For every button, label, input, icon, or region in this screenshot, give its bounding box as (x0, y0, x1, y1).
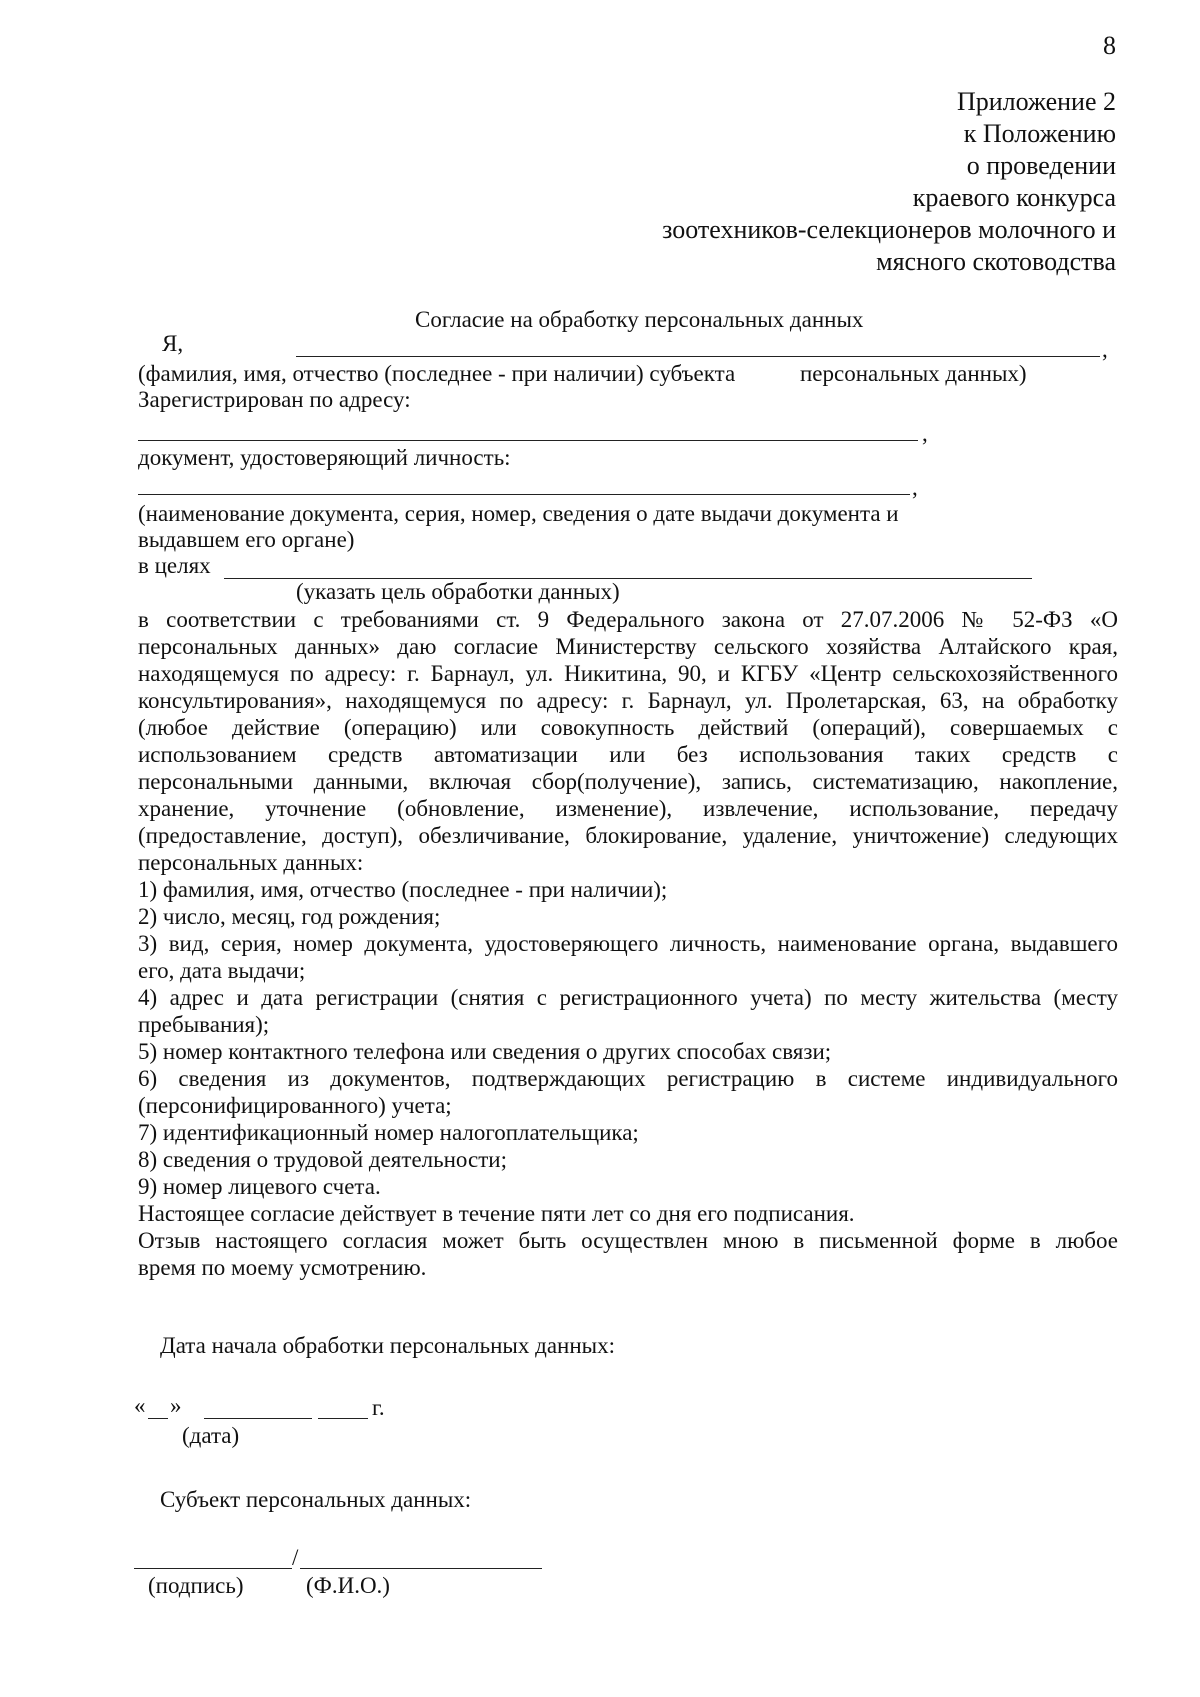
fio-hint-right: персональных данных) (800, 361, 1027, 386)
appendix-line: зоотехников-селекционеров молочного и (662, 215, 1116, 244)
list-item: 7) идентификационный номер налогоплательщика; (138, 1120, 639, 1145)
body-line: хранение, уточнение (обновление, изменение), извлечение, использование, передачу (138, 796, 1118, 821)
address-blank-line (138, 440, 918, 441)
list-item: его, дата выдачи; (138, 958, 306, 983)
body-line: (любое действие (операцию) или совокупность действий (операций), совершаемых с (138, 715, 1118, 740)
document-label: документ, удостоверяющий личность: (138, 445, 511, 470)
address-comma: , (922, 421, 928, 446)
address-label: Зарегистрирован по адресу: (138, 387, 411, 412)
date-open-quote: « (134, 1393, 146, 1418)
revocation-text: Отзыв настоящего согласия может быть осуществлен мною в письменной форме в любое (138, 1228, 1118, 1253)
list-item: 4) адрес и дата регистрации (снятия с регистрационного учета) по месту жительства (месту (138, 985, 1118, 1010)
subject-label: Субъект персональных данных: (160, 1487, 472, 1512)
purpose-label: в целях (138, 553, 211, 578)
appendix-line: Приложение 2 (956, 87, 1116, 116)
list-item: пребывания); (138, 1012, 270, 1037)
document-comma: , (912, 475, 918, 500)
revocation-text: время по моему усмотрению. (138, 1255, 427, 1280)
document-hint: (наименование документа, серия, номер, сведения о дате выдачи документа и (138, 501, 899, 526)
date-hint: (дата) (182, 1423, 240, 1448)
start-date-label: Дата начала обработки персональных данных: (160, 1333, 615, 1358)
signature-slash: / (292, 1545, 299, 1570)
body-line: (предоставление, доступ), обезличивание, блокирование, удаление, уничтожение) следующих (138, 823, 1118, 848)
fio-comma: , (1102, 337, 1108, 362)
list-item: 6) сведения из документов, подтверждающих регистрацию в системе индивидуального (138, 1066, 1118, 1091)
body-line: в соответствии с требованиями ст. 9 Федерального закона от 27.07.2006 № 52-ФЗ «О (138, 607, 1118, 632)
body-line: использованием средств автоматизации или без использования таких средств с (138, 742, 1118, 767)
date-close-quote: » (170, 1393, 182, 1418)
page-number: 8 (1103, 31, 1116, 60)
appendix-line: краевого конкурса (912, 183, 1116, 212)
list-item: 5) номер контактного телефона или сведения о других способах связи; (138, 1039, 832, 1064)
validity-text: Настоящее согласие действует в течение пяти лет со дня его подписания. (138, 1201, 855, 1226)
month-blank-line (204, 1418, 312, 1419)
body-line: находящемуся по адресу: г. Барнаул, ул. Никитина, 90, и КГБУ «Центр сельскохозяйственного (138, 661, 1118, 686)
body-line: персональных данных: (138, 850, 364, 875)
list-item: 2) число, месяц, год рождения; (138, 904, 441, 929)
year-blank-line (318, 1418, 368, 1419)
fio-blank-line (296, 356, 1100, 357)
signature-blank-line (134, 1568, 292, 1569)
purpose-hint: (указать цель обработки данных) (296, 579, 620, 604)
body-line: консультирования», находящемуся по адресу: г. Барнаул, ул. Пролетарская, 63, на обработку (138, 688, 1118, 713)
fio-signature-hint: (Ф.И.О.) (306, 1573, 390, 1598)
body-line: персональными данными, включая сбор(получение), запись, систематизацию, накопление, (138, 769, 1118, 794)
list-item: 9) номер лицевого счета. (138, 1174, 381, 1199)
i-label: Я, (162, 331, 184, 356)
signature-hint: (подпись) (148, 1573, 244, 1598)
appendix-line: мясного скотоводства (876, 247, 1116, 276)
fio-signature-blank-line (300, 1568, 542, 1569)
year-suffix: г. (372, 1395, 385, 1420)
fio-hint: (фамилия, имя, отчество (последнее - при наличии) субъекта (138, 361, 736, 386)
document-title: Согласие на обработку персональных данных (415, 307, 864, 332)
document-blank-line (138, 494, 910, 495)
list-item: 8) сведения о трудовой деятельности; (138, 1147, 507, 1172)
list-item: 3) вид, серия, номер документа, удостоверяющего личность, наименование органа, выдавшего (138, 931, 1118, 956)
body-line: персональных данных» даю согласие Министерству сельского хозяйства Алтайского края, (138, 634, 1118, 659)
appendix-line: к Положению (963, 119, 1116, 148)
document-hint: выдавшем его органе) (138, 527, 355, 552)
list-item: (персонифицированного) учета; (138, 1093, 452, 1118)
list-item: 1) фамилия, имя, отчество (последнее - при наличии); (138, 877, 668, 902)
day-blank-line (148, 1418, 168, 1419)
appendix-line: о проведении (966, 151, 1116, 180)
